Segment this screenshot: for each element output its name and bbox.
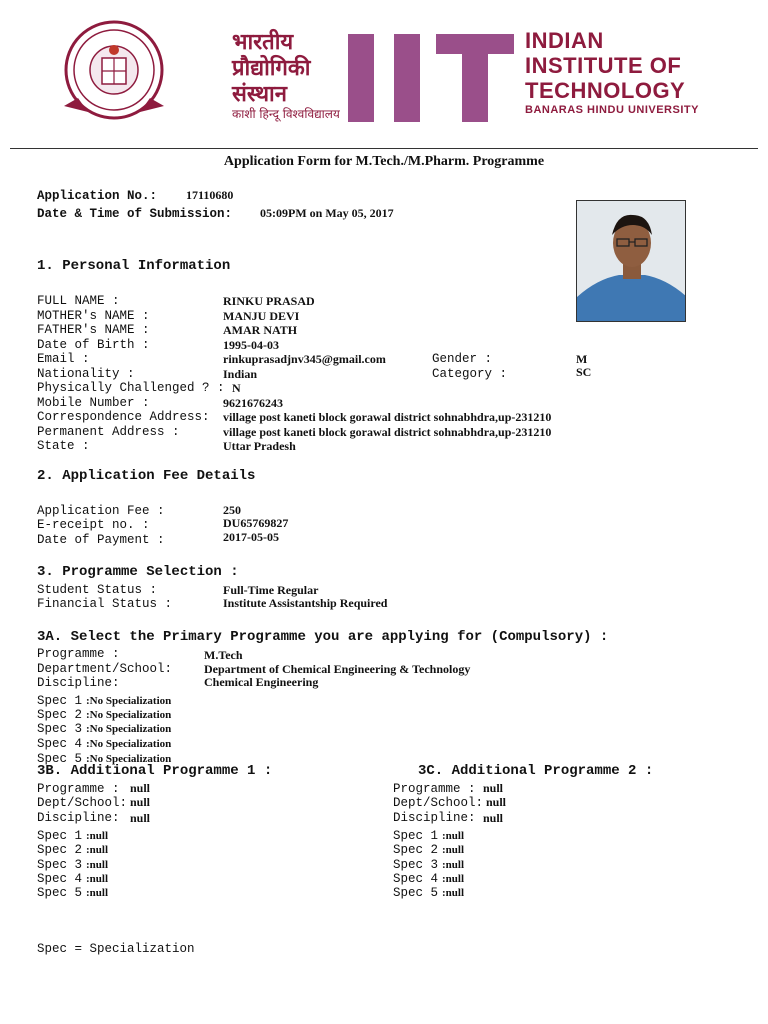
email-label: Email : bbox=[37, 352, 90, 366]
correspondence-address-value: village post kaneti block gorawal district sohnabhdra,up-231210 bbox=[223, 410, 552, 424]
add2-dept-value: null bbox=[486, 795, 507, 809]
fee-value: 250 bbox=[223, 503, 241, 517]
add1-dept-value: null bbox=[130, 795, 151, 809]
personal-info-heading: 1. Personal Information bbox=[37, 258, 231, 274]
physically-challenged-label: Physically Challenged ? : bbox=[37, 381, 225, 395]
gender-value: M bbox=[576, 352, 588, 366]
father-name-value: AMAR NATH bbox=[223, 323, 298, 337]
header-divider bbox=[10, 148, 758, 149]
application-no-label: Application No.: bbox=[37, 189, 158, 203]
spec-value: :No Specialization bbox=[86, 709, 172, 721]
state-value: Uttar Pradesh bbox=[223, 439, 296, 453]
applicant-photo bbox=[576, 200, 686, 322]
spec-value: :null bbox=[442, 830, 465, 842]
english-subtitle: BANARAS HINDU UNIVERSITY bbox=[525, 104, 699, 116]
add1-discipline-label: Discipline: bbox=[37, 811, 120, 825]
spec-value: :No Specialization bbox=[86, 695, 172, 707]
spec-value: :No Specialization bbox=[86, 723, 172, 735]
add2-dept-label: Dept/School: bbox=[393, 796, 484, 810]
hindi-title-line2: प्रौद्योगिकी bbox=[232, 56, 311, 81]
spec-label: Spec 1 bbox=[393, 829, 439, 843]
add2-discipline-value: null bbox=[483, 811, 504, 825]
programme-heading: 3. Programme Selection : bbox=[37, 564, 239, 580]
student-status-label: Student Status : bbox=[37, 583, 158, 597]
spec-value: :null bbox=[86, 844, 109, 856]
father-name-label: FATHER's NAME : bbox=[37, 323, 150, 337]
add2-discipline-label: Discipline: bbox=[393, 811, 476, 825]
add1-discipline-value: null bbox=[130, 811, 151, 825]
iit-logo-letters bbox=[344, 32, 516, 124]
fee-heading: 2. Application Fee Details bbox=[37, 468, 256, 484]
english-title-line2: INSTITUTE OF bbox=[525, 53, 682, 78]
fee-label: Application Fee : bbox=[37, 504, 165, 518]
spec-value: :null bbox=[86, 830, 109, 842]
applicant-portrait-icon bbox=[577, 201, 686, 322]
spec-value: :No Specialization bbox=[86, 738, 172, 750]
hindi-subtitle: काशी हिन्दू विश्वविद्यालय bbox=[232, 107, 340, 121]
mother-name-label: MOTHER's NAME : bbox=[37, 309, 150, 323]
primary-programme-label: Programme : bbox=[37, 647, 120, 661]
mobile-label: Mobile Number : bbox=[37, 396, 150, 410]
full-name-label: FULL NAME : bbox=[37, 294, 120, 308]
iit-bhu-emblem-icon bbox=[58, 20, 170, 124]
nationality-label: Nationality : bbox=[37, 367, 135, 381]
financial-status-label: Financial Status : bbox=[37, 597, 173, 611]
primary-dept-label: Department/School: bbox=[37, 662, 173, 676]
receipt-value: DU65769827 bbox=[223, 516, 289, 530]
permanent-address-label: Permanent Address : bbox=[37, 425, 180, 439]
gender-label: Gender : bbox=[432, 352, 493, 366]
add1-programme-value: null bbox=[130, 781, 151, 795]
page-header bbox=[0, 0, 768, 140]
email-value: rinkuprasadjnv345@gmail.com bbox=[223, 352, 386, 366]
add2-programme-value: null bbox=[483, 781, 504, 795]
list-item bbox=[37, 883, 108, 901]
primary-discipline-value: Chemical Engineering bbox=[204, 675, 319, 689]
spec-label: Spec 5 bbox=[37, 886, 83, 900]
spec-label: Spec 3 bbox=[37, 722, 83, 736]
spec-label: Spec 4 bbox=[37, 872, 83, 886]
spec-value: :null bbox=[442, 859, 465, 871]
full-name-value: RINKU PRASAD bbox=[223, 294, 315, 308]
spec-value: :null bbox=[442, 873, 465, 885]
spec-value: :null bbox=[86, 887, 109, 899]
primary-programme-heading: 3A. Select the Primary Programme you are applying for (Compulsory) : bbox=[37, 629, 609, 645]
nationality-value: Indian bbox=[223, 367, 258, 381]
spec-label: Spec 4 bbox=[37, 737, 83, 751]
payment-date-value: 2017-05-05 bbox=[223, 530, 279, 544]
category-value: SC bbox=[576, 365, 592, 379]
list-item bbox=[393, 883, 464, 901]
dob-value: 1995-04-03 bbox=[223, 338, 279, 352]
additional-programme-2-heading: 3C. Additional Programme 2 : bbox=[418, 763, 654, 779]
form-title: Application Form for M.Tech./M.Pharm. Programme bbox=[223, 154, 545, 169]
spec-value: :null bbox=[86, 873, 109, 885]
correspondence-address-label: Correspondence Address: bbox=[37, 410, 210, 424]
add1-dept-label: Dept/School: bbox=[37, 796, 128, 810]
mother-name-value: MANJU DEVI bbox=[223, 309, 300, 323]
payment-date-label: Date of Payment : bbox=[37, 533, 165, 547]
submission-date-value: 05:09PM on May 05, 2017 bbox=[260, 206, 394, 220]
primary-programme-value: M.Tech bbox=[204, 648, 243, 662]
spec-label: Spec 1 bbox=[37, 694, 83, 708]
spec-label: Spec 1 bbox=[37, 829, 83, 843]
spec-label: Spec 2 bbox=[37, 708, 83, 722]
spec-value: :null bbox=[442, 887, 465, 899]
spec-label: Spec 5 bbox=[393, 886, 439, 900]
additional-programme-1-heading: 3B. Additional Programme 1 : bbox=[37, 763, 273, 779]
state-label: State : bbox=[37, 439, 90, 453]
spec-label: Spec 2 bbox=[37, 843, 83, 857]
primary-discipline-label: Discipline: bbox=[37, 676, 120, 690]
spec-label: Spec 5 bbox=[37, 752, 83, 766]
primary-dept-value: Department of Chemical Engineering & Technology bbox=[204, 662, 471, 676]
spec-label: Spec 2 bbox=[393, 843, 439, 857]
add2-programme-label: Programme : bbox=[393, 782, 476, 796]
permanent-address-value: village post kaneti block gorawal district sohnabhdra,up-231210 bbox=[223, 425, 552, 439]
spec-value: :No Specialization bbox=[86, 753, 172, 765]
submission-date-label: Date & Time of Submission: bbox=[37, 207, 233, 221]
spec-value: :null bbox=[442, 844, 465, 856]
hindi-title-line3: संस्थान bbox=[232, 82, 287, 107]
hindi-title-line1: भारतीय bbox=[232, 30, 294, 55]
student-status-value: Full-Time Regular bbox=[223, 583, 319, 597]
spec-value: :null bbox=[86, 859, 109, 871]
financial-status-value: Institute Assistantship Required bbox=[223, 596, 388, 610]
category-label: Category : bbox=[432, 367, 508, 381]
add1-programme-label: Programme : bbox=[37, 782, 120, 796]
dob-label: Date of Birth : bbox=[37, 338, 150, 352]
physically-challenged-value: N bbox=[232, 381, 241, 395]
mobile-value: 9621676243 bbox=[223, 396, 283, 410]
spec-label: Spec 3 bbox=[393, 858, 439, 872]
receipt-label: E-receipt no. : bbox=[37, 518, 150, 532]
application-no-value: 17110680 bbox=[186, 188, 234, 202]
spec-label: Spec 3 bbox=[37, 858, 83, 872]
english-title-line3: TECHNOLOGY bbox=[525, 78, 686, 103]
footnote: Spec = Specialization bbox=[37, 942, 195, 956]
spec-label: Spec 4 bbox=[393, 872, 439, 886]
english-title-line1: INDIAN bbox=[525, 28, 604, 53]
